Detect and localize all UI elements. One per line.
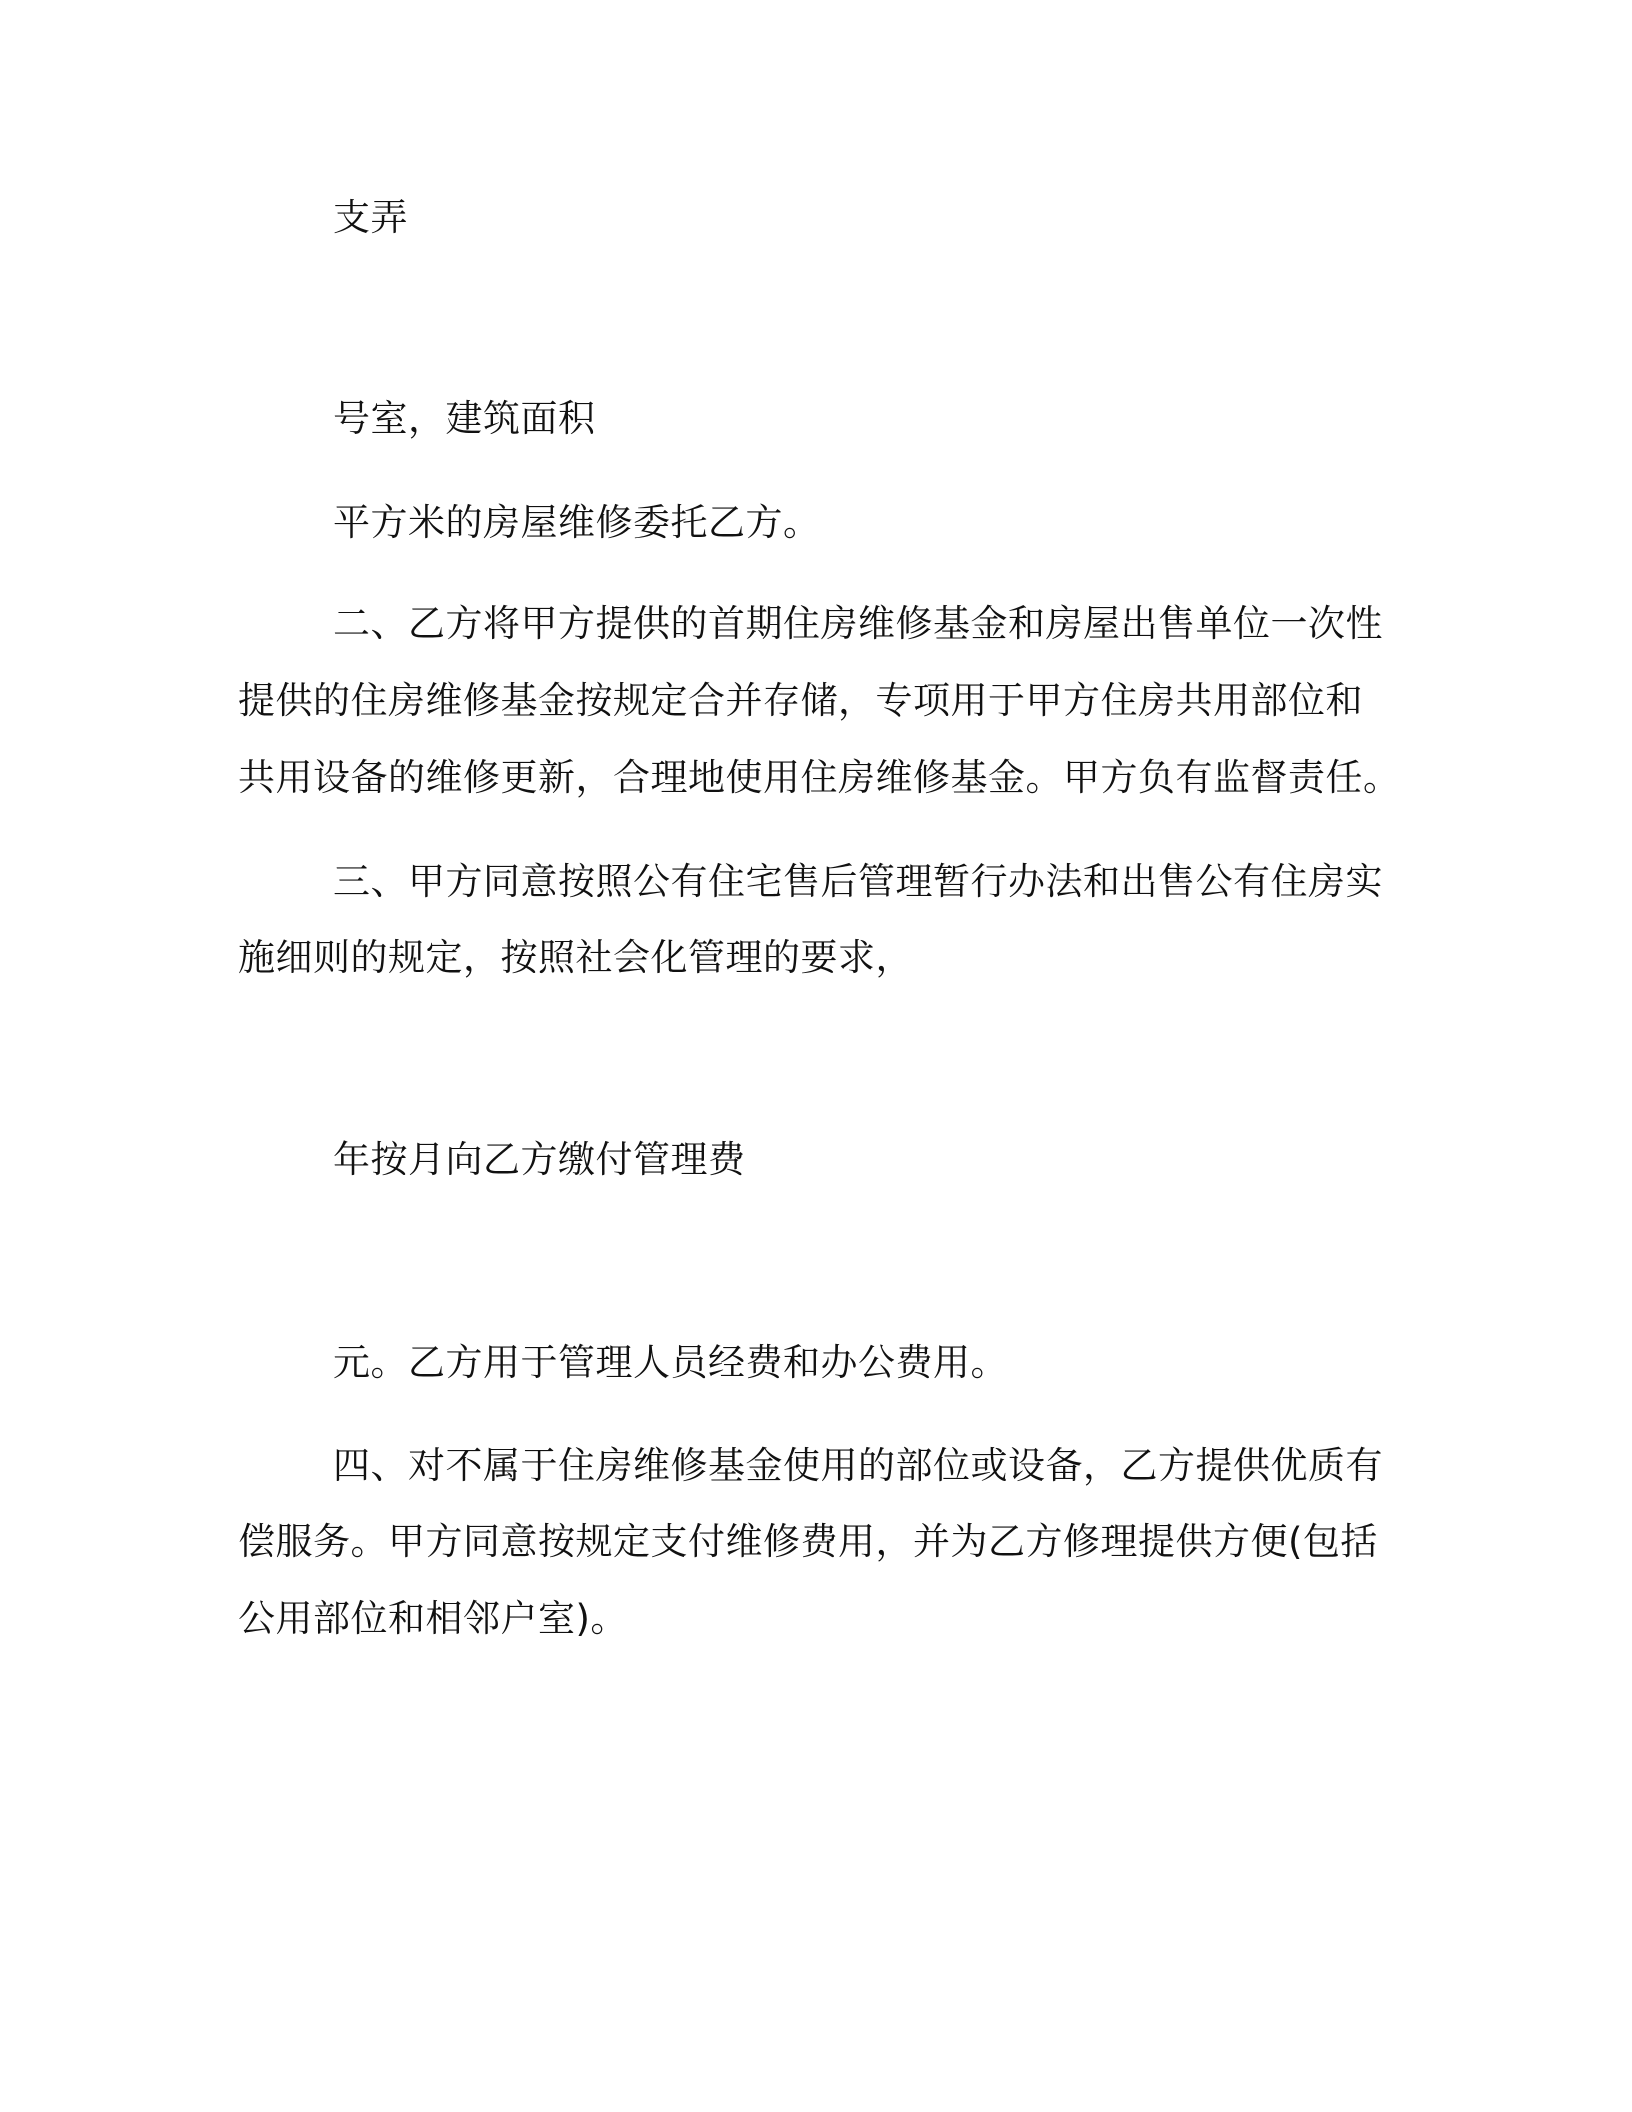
text-line-room-area: 号室，建筑面积 — [333, 397, 596, 440]
text-line-zhinong: 支弄 — [333, 196, 408, 239]
clause-two-line-3: 共用设备的维修更新，合理地使用住房维修基金。甲方负有监督责任。 — [238, 756, 1401, 799]
text-line-sqm-entrust: 平方米的房屋维修委托乙方。 — [333, 501, 821, 544]
clause-four-line-3: 公用部位和相邻户室)。 — [238, 1597, 628, 1640]
text-line-monthly-fee: 年按月向乙方缴付管理费 — [333, 1138, 746, 1181]
clause-four-line-1: 四、对不属于住房维修基金使用的部位或设备，乙方提供优质有 — [333, 1444, 1383, 1487]
clause-four-line-2: 偿服务。甲方同意按规定支付维修费用，并为乙方修理提供方便(包括 — [238, 1520, 1378, 1563]
clause-three-line-1: 三、甲方同意按照公有住宅售后管理暂行办法和出售公有住房实 — [333, 860, 1383, 903]
clause-two-line-1: 二、乙方将甲方提供的首期住房维修基金和房屋出售单位一次性 — [333, 602, 1383, 645]
clause-three-line-2: 施细则的规定，按照社会化管理的要求， — [238, 936, 913, 979]
text-line-yuan-usage: 元。乙方用于管理人员经费和办公费用。 — [333, 1341, 1008, 1384]
clause-two-line-2: 提供的住房维修基金按规定合并存储，专项用于甲方住房共用部位和 — [238, 679, 1363, 722]
